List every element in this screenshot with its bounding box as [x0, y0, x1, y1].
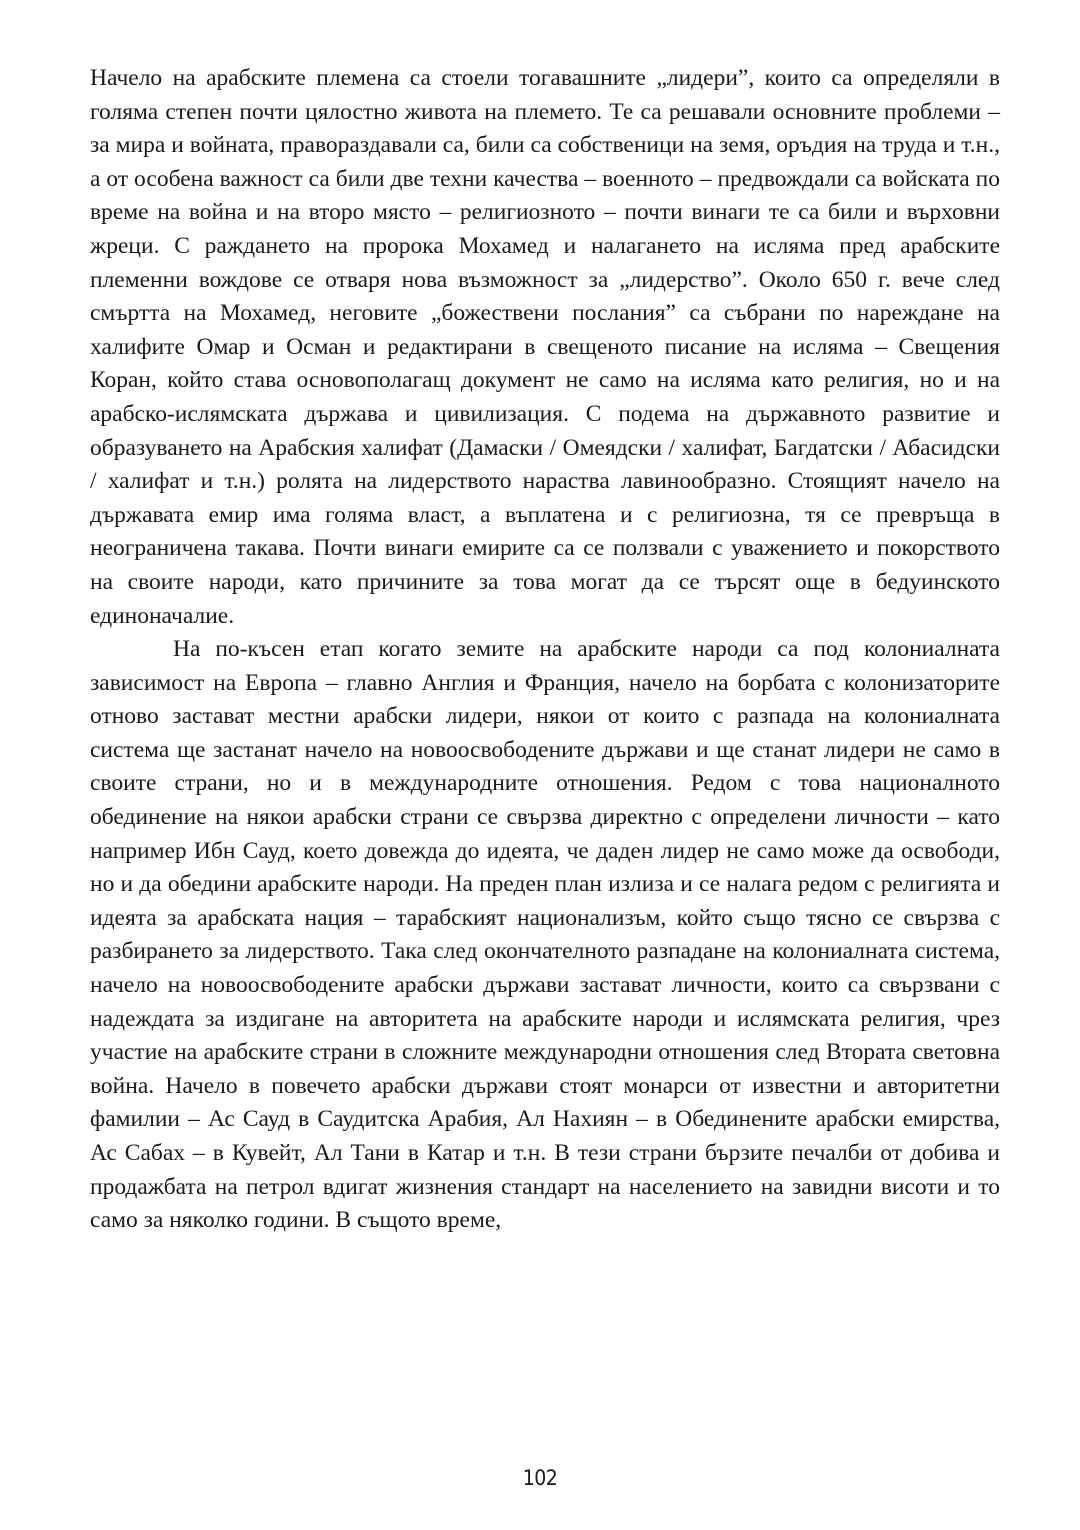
paragraph-1: Начело на арабските племена са стоели тогавашните „лидери”, които са определяли в голяма степен почти цялостно живота на племето. Те са решавали основните проблеми – за мира и войната, правораздавали са, били са собственици на земя, оръдия на труда и т.н., а от особена важност са били две техни качества – военното – предвождали са войската по време на война и на второ място – религиозното – почти винаги те са били и върховни жреци. С раждането на пророка Мохамед и налагането на исляма пред арабските племенни вождове се отваря нова възможност за „лидерство”. Около 650 г. вече след смъртта на Мохамед, неговите „божествени послания” са събрани по нареждане на халифите Омар и Осман и редактирани в свещеното писание на исляма – Свещения Коран, който става основополагащ документ не само на исляма като религия, но и на арабско-ислямската държава и цивилизация. С подема на държавното развитие и образуването на Арабския халифат (Дамаски / Омеядски / халифат, Багдатски / Абасидски / халифат и т.н.) ролята на лидерството нараства лавинообразно. Стоящият начело на държавата емир има голяма власт, а въплатена и с религиозна, тя се превръща в неограничена такава. Почти винаги емирите са се ползвали с уважението и покорството на своите народи, като причините за това могат да се търсят още в бедуинското единоначалие.	[90, 65, 1000, 629]
paragraph-2: На по-късен етап когато земите на арабските народи са под колониалната зависимост на Европа – главно Англия и Франция, начело на борбата с колонизаторите отново застават местни арабски лидери, някои от които с разпада на колониалната система ще застанат начело на новоосвободените държави и ще станат лидери не само в своите страни, но и в международните отношения. Редом с това националното обединение на някои арабски страни се свързва директно с определени личности – като например Ибн Сауд, което довежда до идеята, че даден лидер не само може да освободи, но и да обедини арабските народи. На преден план излиза и се налага редом с религията и идеята за арабската нация – тарабският национализъм, който също тясно се свързва с разбирането за лидерството. Така след окончателното разпадане на колониалната система, начело на новоосвободените арабски държави застават личности, които са свързвани с надеждата за издигане на авторитета на арабските народи и ислямската религия, чрез участие на арабските страни в сложните международни отношения след Втората световна война. Начело в повечето арабски държави стоят монарси от известни и авторитетни фамилии – Ас Сауд в Саудитска Арабия, Ал Нахиян – в Обединените арабски емирства, Ас Сабах – в Кувейт, Ал Тани в Катар и т.н. В тези страни бързите печалби от добива и продажбата на петрол вдигат жизнения стандарт на населението на завидни висоти и то само за няколко години. В същото време,	[90, 636, 1000, 1234]
page-number: 102	[522, 1466, 558, 1490]
page-body	[90, 62, 1000, 1238]
